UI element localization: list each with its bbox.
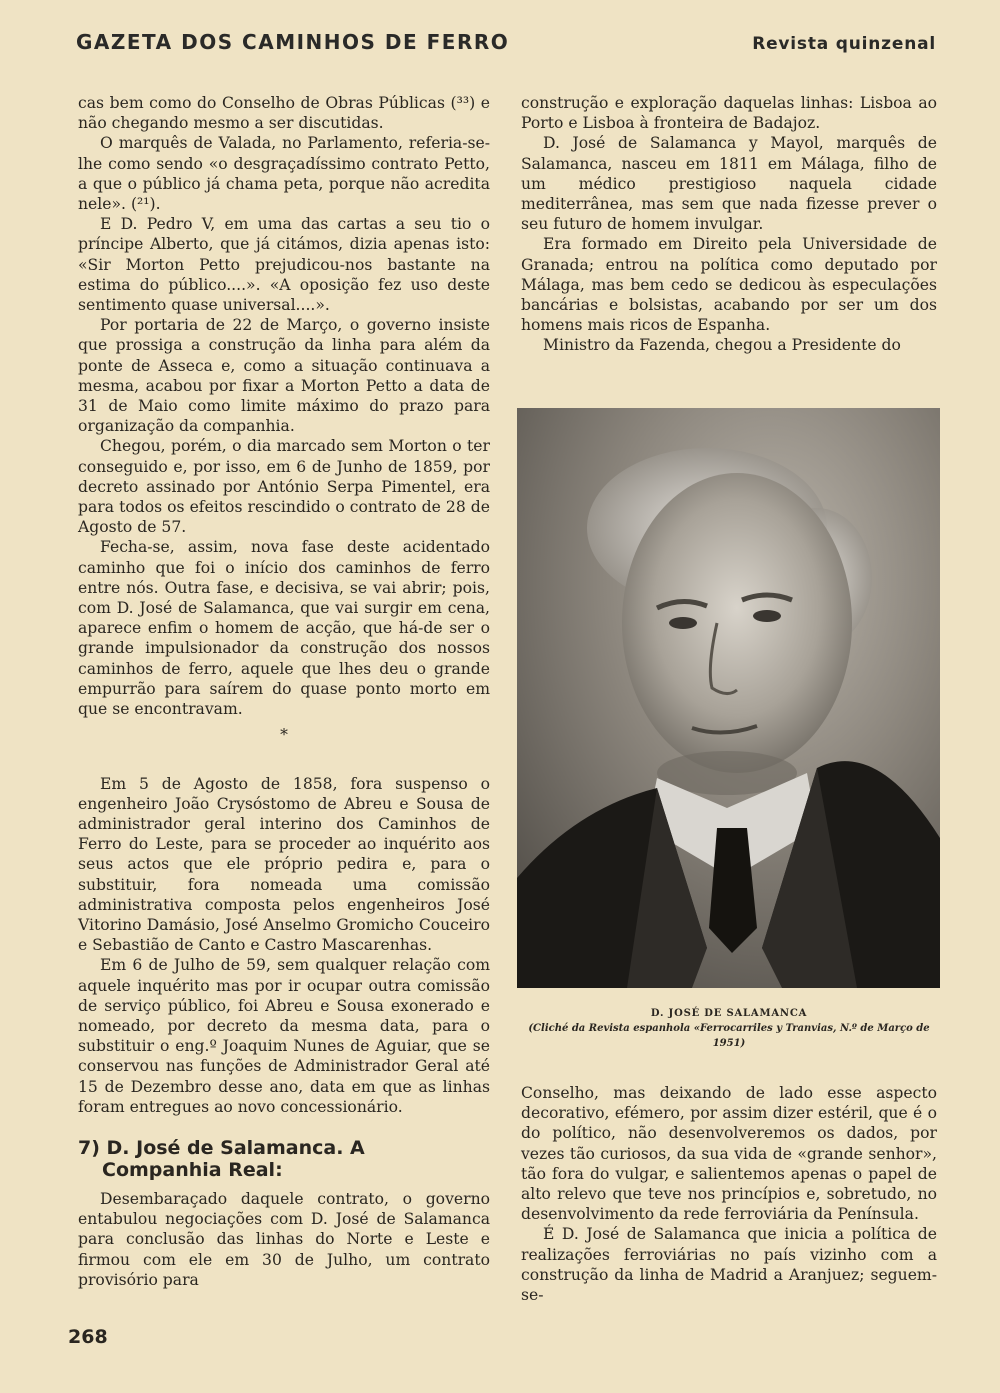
section-heading: 7) D. José de Salamanca. A Companhia Real: [78, 1136, 365, 1181]
paragraph: Ministro da Fazenda, chegou a Presidente do [543, 336, 901, 355]
journal-title: GAZETA DOS CAMINHOS DE FERRO [76, 30, 510, 54]
left-column [78, 93, 490, 1290]
paragraph: Em 5 de Agosto de 1858, fora suspenso o engenheiro João Crysóstomo de Abreu e Sousa de administrador geral interino dos Caminhos de Ferro do Leste, para se proceder ao inquérito aos seus actos que ele próprio pedira e, para o substituir, fora nomeada uma comissão administrativa composta pelos engenheiros José Vitorino Damásio, José Anselmo Gromicho Couceiro e Sebastião de Canto e Castro Mascarenhas. [78, 774, 490, 955]
paragraph: construção e exploração daquelas linhas: Lisboa ao Porto e Lisboa à fronteira de Badajoz. [521, 94, 937, 133]
paragraph: Chegou, porém, o dia marcado sem Morton o ter conseguido e, por isso, em 6 de Junho de 1859, por decreto assinado por António Serpa Pimentel, era para todos os efeitos rescindido o contrato de 28 de Agosto de 57. [78, 437, 490, 537]
paragraph: cas bem como do Conselho de Obras Públicas (³³) e não chegando mesmo a ser discutidas. [78, 94, 490, 133]
portrait-photo [517, 408, 940, 988]
paragraph: Fecha-se, assim, nova fase deste acidentado caminho que foi o início dos caminhos de ferro entre nós. Outra fase, e decisiva, se vai abrir; pois, com D. José de Salamanca, que vai surgir em cena, aparece enfim o homem de acção, que há-de ser o grande impulsionador da construção dos nossos caminhos de ferro, aquele que lhes deu o grande empurrão para saírem do quase ponto morto em que se encontravam. [78, 538, 490, 719]
paragraph: E D. Pedro V, em uma das cartas a seu tio o príncipe Alberto, que já citámos, dizia apenas isto: «Sir Morton Petto prejudicou-nos bastante na estima do público....». «A oposição fez uso deste sentimento quase universal....». [78, 215, 490, 315]
figure-caption [521, 1006, 937, 1051]
right-column-top [521, 93, 937, 356]
paragraph: Conselho, mas deixando de lado esse aspecto decorativo, efémero, por assim dizer estéril, que é o do político, não desenvolveremos os dados, por vezes tão curiosos, da sua vida de «grande senhor», tão fora do vulgar, e salientemos apenas o papel de alto relevo que teve nos princípios e, sobretudo, no desenvolvimento da rede ferroviária da Península. [521, 1084, 937, 1224]
right-column-bottom [521, 1083, 937, 1305]
paragraph: Desembaraçado daquele contrato, o governo entabulou negociações com D. José de Salamanca para conclusão das linhas do Norte e Leste e firmou com ele em 30 de Julho, um contrato provisório para [78, 1189, 490, 1289]
page-number: 268 [68, 1326, 108, 1348]
paragraph: É D. José de Salamanca que inicia a política de realizações ferroviárias no país vizinho com a construção da linha de Madrid a Aranjuez; seguem-se- [521, 1225, 937, 1305]
caption-title: D. JOSÉ DE SALAMANCA [650, 1008, 808, 1019]
paragraph: O marquês de Valada, no Parlamento, referia-se-lhe como sendo «o desgraçadíssimo contrato Petto, a que o público já chama peta, porque não acredita nele». (²¹). [78, 134, 490, 214]
paragraph: D. José de Salamanca y Mayol, marquês de Salamanca, nasceu em 1811 em Málaga, filho de um médico prestigioso naquela cidade mediterrânea, mas sem que nada fizesse prever o seu futuro de homem invulgar. [521, 134, 937, 234]
paragraph: Em 6 de Julho de 59, sem qualquer relação com aquele inquérito mas por ir ocupar outra comissão de serviço público, foi Abreu e Sousa exonerado e nomeado, por decreto da mesma data, para o substituir o eng.º Joaquim Nunes de Aguiar, que se conservou nas funções de Administrador Geral até 15 de Dezembro desse ano, data em que as linhas foram entregues ao novo concessionário. [78, 956, 490, 1116]
caption-note: (Cliché da Revista espanhola «Ferrocarriles y Tranvias, N.º de Março de 1951) [528, 1023, 930, 1049]
paragraph: Por portaria de 22 de Março, o governo insiste que prossiga a construção da linha para além da ponte de Asseca e, como a situação continuava a mesma, acabou por fixar a Morton Petto a data de 31 de Maio como limite máximo do prazo para organização da companhia. [78, 316, 490, 436]
section-separator: * [280, 726, 288, 745]
paragraph: Era formado em Direito pela Universidade de Granada; entrou na política como deputado por Málaga, mas bem cedo se dedicou às especulações bancárias e bolsistas, acabando por ser um dos homens mais ricos de Espanha. [521, 235, 937, 335]
journal-subtitle: Revista quinzenal [752, 34, 936, 54]
